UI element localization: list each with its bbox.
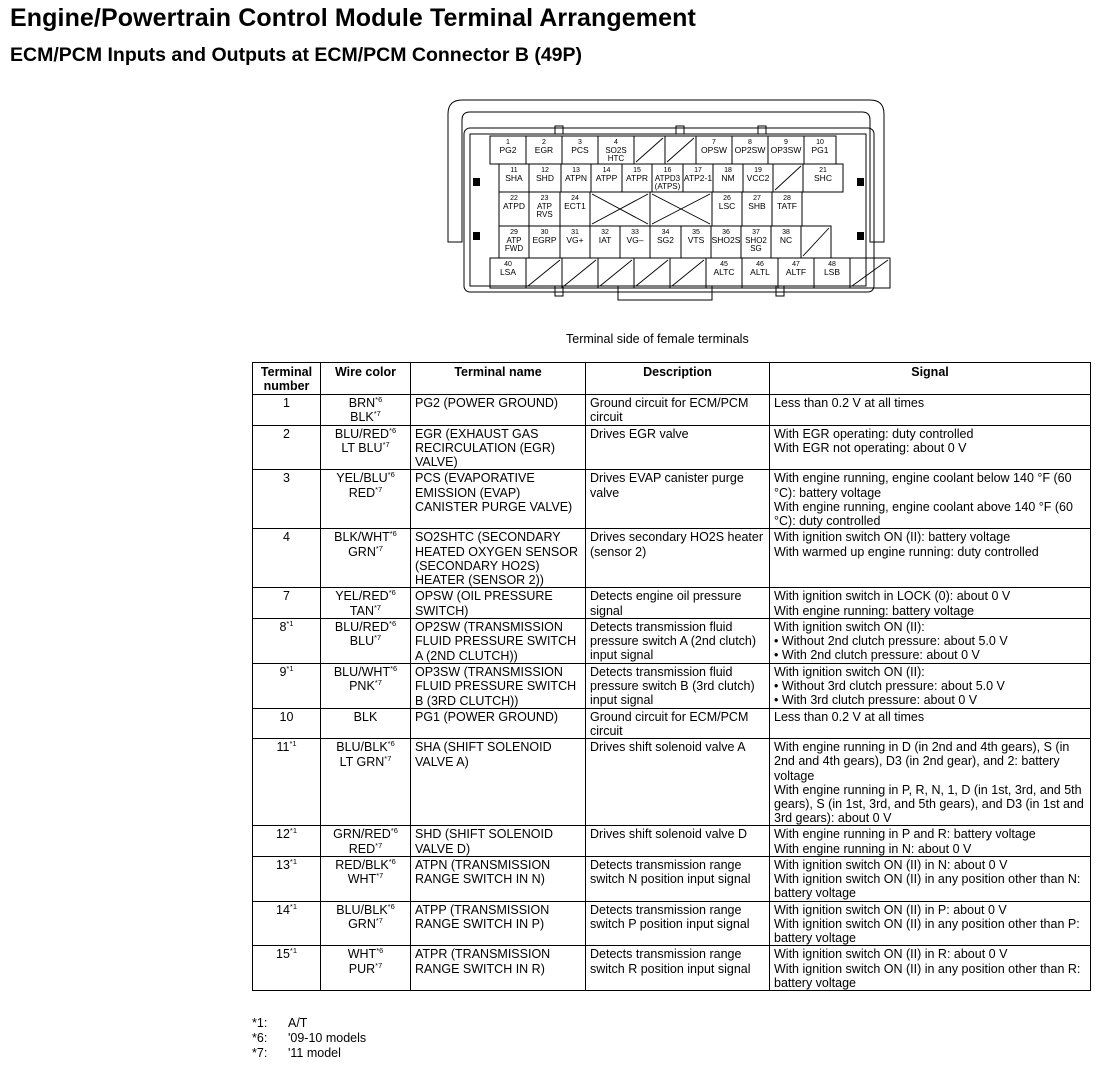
terminal-pin-number: 34 [661,229,670,236]
description-cell: Detects transmission fluid pressure switch A (2nd clutch) input signal [586,619,770,664]
terminal-pin-label: ATPR [625,173,649,183]
terminal-pin-label: ALTF [785,267,807,277]
signal-cell [770,470,1091,529]
signal-line: With engine running, engine coolant below 140 °F (60 °C): battery voltage [774,471,1072,500]
footnote-ref: *1 [289,946,297,956]
signal-cell [770,901,1091,946]
signal-line: With engine running in P and R: battery voltage [774,827,1036,842]
signal-line: With ignition switch ON (II) in R: about 0 V [774,947,1008,962]
terminal-name-cell: SO2SHTC (SECONDARY HEATED OXYGEN SENSOR (SECONDARY HO2S) HEATER (SENSOR 2)) [411,529,586,588]
terminal-pin-label: OP2SW [734,145,766,155]
terminal-number-cell [253,826,321,857]
signal-line: With engine running, engine coolant above 140 °F (60 °C): duty controlled [774,499,1073,529]
wire-color-cell [321,663,411,708]
table-header-row [253,363,1091,395]
terminal-pin-number: 17 [694,167,702,174]
col-header-wire-color: Wire color [321,363,411,395]
signal-cell [770,857,1091,902]
terminal-pin-number: 47 [792,261,800,268]
terminal-pin-number: 45 [720,261,728,268]
terminal-number-cell [253,395,321,426]
signal-line: With ignition switch ON (II) in P: about 0 V [774,902,1007,917]
table-row [253,619,1091,664]
signal-line: With EGR operating: duty controlled [774,426,974,441]
terminal-pin-number: 33 [631,229,639,236]
description-cell: Drives EGR valve [586,425,770,470]
lock-tab [857,232,864,240]
signal-line: With engine running: battery voltage [774,603,975,618]
signal-line: • With 3rd clutch pressure: about 0 V [774,693,978,708]
col-header-terminal-name: Terminal name [411,363,586,395]
signal-line: • Without 3rd clutch pressure: about 5.0 V [774,679,1005,694]
terminal-number: 15 [276,947,290,962]
terminal-pin-number: 26 [723,195,731,202]
terminal-name-cell: PG2 (POWER GROUND) [411,395,586,426]
terminal-pin-label: SHO2S [711,235,741,245]
terminal-number-cell [253,708,321,738]
footnote-text: '09-10 models [288,1031,367,1045]
terminal-number-cell [253,470,321,529]
terminal-number-cell [253,588,321,619]
terminal-pin-label: ATP2-1 [683,173,713,183]
terminal-name-cell: PG1 (POWER GROUND) [411,708,586,738]
terminal-pin-number: 32 [601,229,609,236]
signal-cell [770,663,1091,708]
terminal-pin-number: 18 [724,167,732,174]
blank-cavity-mark [636,138,663,162]
blank-cavity-mark [600,260,632,286]
terminal-pin-label: VG– [626,235,644,245]
terminal-number-cell [253,663,321,708]
terminal-pin-label: SO2S HTC [605,146,627,163]
wire-color-cell [321,826,411,857]
footnote [252,1016,307,1030]
terminal-number: 9 [279,664,287,679]
terminal-pin-number: 35 [692,229,700,236]
col-header-description: Description [586,363,770,395]
signal-line: With ignition switch ON (II): [774,620,925,635]
description-cell: Ground circuit for ECM/PCM circuit [586,395,770,426]
wire-color: BLK$^{*7}$ [350,409,381,425]
terminal-pin-label: ATPD [502,201,526,211]
terminal-pin-number: 22 [510,195,518,202]
terminal-pin-label: PG2 [499,145,517,155]
terminal-name-cell: OPSW (OIL PRESSURE SWITCH) [411,588,586,619]
table-row [253,826,1091,857]
terminal-number: 7 [283,589,290,604]
terminal-name-cell: ATPP (TRANSMISSION RANGE SWITCH IN P) [411,901,586,946]
wire-color: BLU/BLK$^{*6}$ [336,739,395,755]
signal-line: With ignition switch ON (II) in any position other than N: battery voltage [774,872,1081,901]
terminal-number-cell [253,619,321,664]
terminal-pin-number: 36 [722,229,730,236]
wire-color: WHT$^{*7}$ [347,871,384,887]
terminal-pin-label: LSB [823,267,841,277]
table-row [253,946,1091,991]
terminal-name-cell: SHA (SHIFT SOLENOID VALVE A) [411,739,586,826]
col-header-terminal-number: Terminal number [253,363,321,395]
terminal-pin-label: ECT1 [564,201,586,211]
key-tab [676,126,684,134]
signal-line: With ignition switch ON (II): battery voltage [774,530,1011,545]
terminal-number: 13 [276,858,290,873]
wire-color: TAN$^{*7}$ [349,602,382,618]
terminal-pin-label: SHO2 SG [745,236,767,253]
description-cell: Detects transmission range switch R position input signal [586,946,770,991]
table-row [253,395,1091,426]
wire-color-cell [321,529,411,588]
wire-color-cell [321,901,411,946]
blank-cavity-mark [564,260,596,286]
connector-diagram [440,92,900,314]
terminal-number: 12 [276,827,290,842]
wire-color: GRN$^{*7}$ [348,915,383,931]
terminal-pin-label: EGR [534,145,554,155]
terminal-pin-label: SHB [748,201,766,211]
terminal-table [252,362,1091,991]
terminal-pin-label: ALTL [750,267,770,277]
terminal-pin-label: VTS [687,235,705,245]
description-cell: Detects transmission range switch N position input signal [586,857,770,902]
wire-color-cell [321,395,411,426]
terminal-pin-number: 15 [633,167,641,174]
terminal-pin-label: SG2 [656,235,675,245]
footnote-ref: *1 [286,663,294,673]
connector-caption: Terminal side of female terminals [566,332,749,346]
signal-cell [770,425,1091,470]
wire-color: LT GRN$^{*7}$ [339,753,392,769]
terminal-pin-number: 9 [784,139,788,146]
signal-cell [770,529,1091,588]
wire-color: YEL/RED$^{*6}$ [335,588,396,604]
wire-color: RED$^{*7}$ [348,484,383,500]
blank-cavity-mark [672,260,704,286]
terminal-name-cell: SHD (SHIFT SOLENOID VALVE D) [411,826,586,857]
terminal-pin-label: ATP RVS [536,202,553,219]
terminal-name-cell: EGR (EXHAUST GAS RECIRCULATION (EGR) VALVE) [411,425,586,470]
wire-color: GRN/RED$^{*6}$ [333,826,398,842]
description-cell: Ground circuit for ECM/PCM circuit [586,708,770,738]
wire-color-cell [321,739,411,826]
wire-color: WHT$^{*6}$ [347,946,384,962]
terminal-pin-number: 8 [748,139,752,146]
table-row [253,857,1091,902]
wire-color: YEL/BLU$^{*6}$ [336,470,395,486]
table-row [253,529,1091,588]
terminal-pin-number: 48 [828,261,836,268]
terminal-pin-number: 28 [783,195,791,202]
terminal-pin-number: 46 [756,261,764,268]
terminal-number-cell [253,946,321,991]
terminal-number: 3 [283,471,290,486]
description-cell: Detects engine oil pressure signal [586,588,770,619]
terminal-number: 14 [276,902,290,917]
terminal-pin-label: SHA [505,173,523,183]
blank-cavity-mark [667,138,694,162]
signal-line: With engine running in D (in 2nd and 4th gears), S (in 2nd and 4th gears), D3 (in 2nd gear), and 2: battery voltage [774,740,1070,783]
footnote [252,1031,366,1045]
terminal-number: 10 [279,709,294,724]
wire-color: BLU/RED$^{*6}$ [334,619,397,635]
terminal-pin-label: VCC2 [746,173,770,183]
wire-color-cell [321,946,411,991]
description-cell: Drives EVAP canister purge valve [586,470,770,529]
terminal-pin-number: 3 [578,139,582,146]
wire-color-cell [321,588,411,619]
terminal-pin-number: 30 [540,229,549,236]
footnote-key: *6: [252,1031,268,1045]
signal-line: • Without 2nd clutch pressure: about 5.0 V [774,634,1008,649]
col-header-signal: Signal [770,363,1091,395]
page-subtitle: ECM/PCM Inputs and Outputs at ECM/PCM Connector B (49P) [10,44,583,66]
terminal-pin-label: VG+ [566,235,584,245]
signal-line: With warmed up engine running: duty controlled [774,544,1039,559]
terminal-pin-number: 1 [506,139,510,146]
terminal-pin-label: LSA [499,267,517,277]
terminal-pin-label: ATPP [595,173,618,183]
terminal-name-cell: PCS (EVAPORATIVE EMISSION (EVAP) CANISTER PURGE VALVE) [411,470,586,529]
signal-cell [770,708,1091,738]
terminal-pin-label: ATPN [564,173,588,183]
terminal-pin-number: 27 [753,195,761,202]
signal-cell [770,588,1091,619]
wire-color: BLK [353,709,378,724]
terminal-pin-label: ATP FWD [504,236,524,253]
terminal-pin-number: 37 [752,229,760,236]
lock-tab [857,178,864,186]
terminal-number: 8 [279,620,287,635]
blank-cavity-mark [803,228,829,256]
terminal-number: 4 [283,530,290,545]
terminal-pin-number: 29 [510,229,518,236]
signal-line: With ignition switch ON (II) in N: about 0 V [774,858,1008,873]
terminal-pin-label: NC [779,235,793,245]
signal-line: With ignition switch ON (II): [774,664,925,679]
footnote-text: A/T [288,1016,308,1030]
signal-cell [770,946,1091,991]
footnote-key: *7: [252,1046,268,1060]
wire-color: PUR$^{*7}$ [348,960,383,976]
description-cell: Drives shift solenoid valve D [586,826,770,857]
terminal-pin-label: ALTC [713,267,735,277]
terminal-name-cell: ATPR (TRANSMISSION RANGE SWITCH IN R) [411,946,586,991]
terminal-pin-number: 16 [663,167,672,174]
terminal-pin-label: OP3SW [770,145,802,155]
lock-tab [473,232,480,240]
signal-line: • With 2nd clutch pressure: about 0 V [774,648,980,663]
wire-color: GRN$^{*7}$ [348,543,383,559]
terminal-pin-number: 38 [782,229,790,236]
key-tab [758,126,766,134]
wire-color: RED$^{*7}$ [348,840,383,856]
wire-color: BLU/WHT$^{*6}$ [333,663,398,679]
table-row [253,901,1091,946]
footnote [252,1046,341,1060]
blank-cavity-mark [852,260,888,286]
wire-color: BLU/BLK$^{*6}$ [336,901,395,917]
signal-cell [770,826,1091,857]
wire-color-cell [321,619,411,664]
terminal-pin-label: NM [721,173,735,183]
signal-line: Less than 0.2 V at all times [774,396,925,410]
terminal-pin-label: PCS [571,145,589,155]
footnote-key: *1: [252,1016,268,1030]
description-cell: Drives secondary HO2S heater (sensor 2) [586,529,770,588]
wire-color: BLU$^{*7}$ [349,633,382,649]
terminal-pin-number: 10 [816,139,824,146]
wire-color: LT BLU$^{*7}$ [341,439,390,455]
signal-line: With engine running in P, R, N, 1, D (in 1st, 3rd, and 5th gears), S (in 1st, 3rd, and 5th gears), and D3 (in 1st and 3rd gears): about 0 V [774,782,1084,826]
table-row [253,425,1091,470]
wire-color: RED/BLK$^{*6}$ [335,857,396,873]
wire-color: BLU/RED$^{*6}$ [334,425,397,441]
terminal-pin-number: 40 [504,261,512,268]
signal-cell [770,619,1091,664]
terminal-pin-number: 13 [572,167,580,174]
terminal-name-cell: OP3SW (TRANSMISSION FLUID PRESSURE SWITCH B (3RD CLUTCH)) [411,663,586,708]
terminal-number-cell [253,739,321,826]
wire-color: PNK$^{*7}$ [349,678,382,694]
wire-color: BLK/WHT$^{*6}$ [334,529,397,545]
description-cell: Detects transmission range switch P position input signal [586,901,770,946]
terminal-name-cell: ATPN (TRANSMISSION RANGE SWITCH IN N) [411,857,586,902]
blank-cavity-mark [528,260,560,286]
signal-cell [770,395,1091,426]
terminal-number: 11 [276,740,290,755]
lock-tab [473,178,480,186]
terminal-pin-label: LSC [718,201,736,211]
footnote-text: '11 model [288,1046,341,1060]
wire-color-cell [321,470,411,529]
description-cell: Detects transmission fluid pressure switch B (3rd clutch) input signal [586,663,770,708]
terminal-pin-number: 12 [541,167,549,174]
terminal-pin-number: 11 [510,167,518,174]
terminal-pin-label: TATF [777,201,797,211]
footnote-ref: *1 [286,619,294,629]
terminal-pin-label: SHC [814,173,832,183]
terminal-pin-number: 31 [571,229,579,236]
terminal-pin-number: 14 [602,167,611,174]
signal-line: With ignition switch ON (II) in any position other than R: battery voltage [774,961,1081,990]
signal-line: With ignition switch in LOCK (0): about 0 V [774,589,1011,604]
footnote-ref: *1 [289,739,297,749]
terminal-pin-label: OPSW [701,145,727,155]
key-tab [555,126,563,134]
terminal-pin-number: 21 [819,167,827,174]
signal-line: Less than 0.2 V at all times [774,709,925,724]
terminal-number: 2 [283,426,290,441]
signal-line: With engine running in N: about 0 V [774,841,972,856]
terminal-pin-label: IAT [598,235,612,245]
page-title: Engine/Powertrain Control Module Terminal Arrangement [10,4,696,32]
terminal-number-cell [253,529,321,588]
table-row [253,470,1091,529]
terminal-number-cell [253,901,321,946]
footnote-ref: *1 [289,901,297,911]
terminal-pin-number: 4 [614,139,618,146]
wire-color: BRN$^{*6}$ [348,395,383,410]
footnote-ref: *1 [289,857,297,867]
wire-color-cell [321,708,411,738]
terminal-pin-number: 7 [712,139,716,146]
blank-cavity-mark [636,260,668,286]
signal-line: With ignition switch ON (II) in any position other than P: battery voltage [774,916,1080,946]
terminal-number-cell [253,425,321,470]
terminal-pin-label: PG1 [811,145,829,155]
terminal-pin-label: ATPD3 (ATPS) [654,174,681,191]
wire-color-cell [321,425,411,470]
description-cell: Drives shift solenoid valve A [586,739,770,826]
wire-color-cell [321,857,411,902]
terminal-pin-label: SHD [536,173,554,183]
blank-cavity-mark [775,166,801,190]
table-row [253,588,1091,619]
table-row [253,708,1091,738]
table-row [253,663,1091,708]
table-row [253,739,1091,826]
terminal-pin-number: 2 [542,139,546,146]
signal-cell [770,739,1091,826]
terminal-number: 1 [283,396,290,410]
terminal-pin-number: 23 [540,195,549,202]
terminal-number-cell [253,857,321,902]
terminal-pin-number: 19 [754,167,762,174]
footnote-ref: *1 [289,826,297,836]
terminal-pin-number: 24 [571,195,579,202]
terminal-name-cell: OP2SW (TRANSMISSION FLUID PRESSURE SWITCH A (2ND CLUTCH)) [411,619,586,664]
terminal-pin-label: EGRP [532,235,557,245]
signal-line: With EGR not operating: about 0 V [774,440,967,455]
